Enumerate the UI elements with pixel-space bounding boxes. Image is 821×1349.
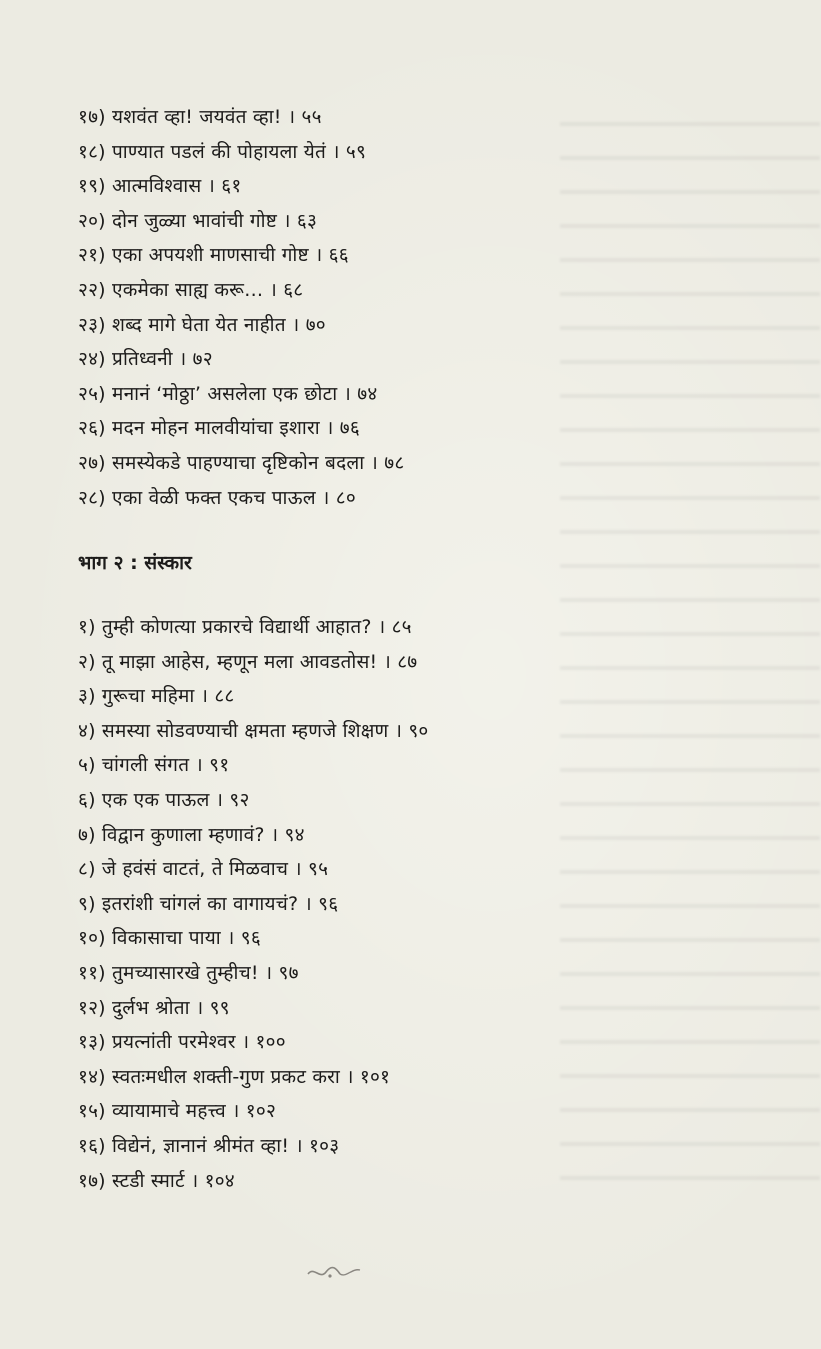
toc-entry: १३) प्रयत्नांती परमेश्वर । १००: [78, 1031, 286, 1054]
toc-entry: ८) जे हवंसं वाटतं, ते मिळवाच । ९५: [78, 858, 329, 881]
toc-entry: २७) समस्येकडे पाहण्याचा दृष्टिकोन बदला । ७८: [78, 451, 405, 474]
toc-entry: १९) आत्मविश्वास । ६१: [78, 175, 242, 198]
toc-entry: १७) यशवंत व्हा! जयवंत व्हा! । ५५: [78, 106, 322, 128]
toc-entry: १०) विकासाचा पाया । ९६: [78, 927, 261, 950]
toc-list-part-2: [78, 610, 429, 1198]
toc-entry: २) तू माझा आहेस, म्हणून मला आवडतोस! । ८७: [78, 650, 418, 673]
section-heading: भाग २ : संस्कार: [78, 552, 192, 574]
toc-entry: १६) विद्येनं, ज्ञानानं श्रीमंत व्हा! । १०३: [78, 1134, 340, 1157]
toc-entry: २३) शब्द मागे घेता येत नाहीत । ७०: [78, 313, 326, 336]
toc-entry: १८) पाण्यात पडलं की पोहायला येतं । ५९: [78, 140, 367, 163]
toc-list-part-1: [78, 100, 404, 515]
toc-entry: ११) तुमच्यासारखे तुम्हीच! । ९७: [78, 961, 299, 984]
toc-entry: १४) स्वतःमधील शक्ती-गुण प्रकट करा । १०१: [78, 1065, 391, 1088]
toc-entry: ४) समस्या सोडवण्याची क्षमता म्हणजे शिक्षण । ९०: [78, 719, 429, 742]
toc-entry: १२) दुर्लभ श्रोता । ९९: [78, 996, 230, 1019]
toc-entry: ९) इतरांशी चांगलं का वागायचं? । ९६: [78, 892, 339, 915]
toc-entry: २०) दोन जुळ्या भावांची गोष्ट । ६३: [78, 209, 318, 232]
toc-entry: १७) स्टडी स्मार्ट । १०४: [78, 1169, 235, 1192]
toc-entry: २८) एका वेळी फक्त एकच पाऊल । ८०: [78, 486, 356, 509]
toc-entry: १५) व्यायामाचे महत्त्व । १०२: [78, 1100, 277, 1123]
show-through-text: [560, 100, 820, 1200]
toc-entry: २६) मदन मोहन मालवीयांचा इशारा । ७६: [78, 417, 360, 440]
toc-entry: ३) गुरूचा महिमा । ८८: [78, 685, 235, 708]
toc-entry: २५) मनानं ‘मोठ्ठा’ असलेला एक छोटा । ७४: [78, 382, 378, 405]
toc-entry: ६) एक एक पाऊल । ९२: [78, 788, 250, 811]
toc-entry: २२) एकमेका साह्य करू… । ६८: [78, 278, 304, 301]
toc-entry: २१) एका अपयशी माणसाची गोष्ट । ६६: [78, 244, 349, 267]
toc-entry: ५) चांगली संगत । ९१: [78, 754, 230, 777]
toc-entry: ७) विद्वान कुणाला म्हणावं? । ९४: [78, 823, 305, 846]
toc-entry: १) तुम्ही कोणत्या प्रकारचे विद्यार्थी आहात? । ८५: [78, 616, 412, 638]
flourish-ornament-icon: [300, 1258, 370, 1286]
toc-entry: २४) प्रतिध्वनी । ७२: [78, 348, 213, 371]
